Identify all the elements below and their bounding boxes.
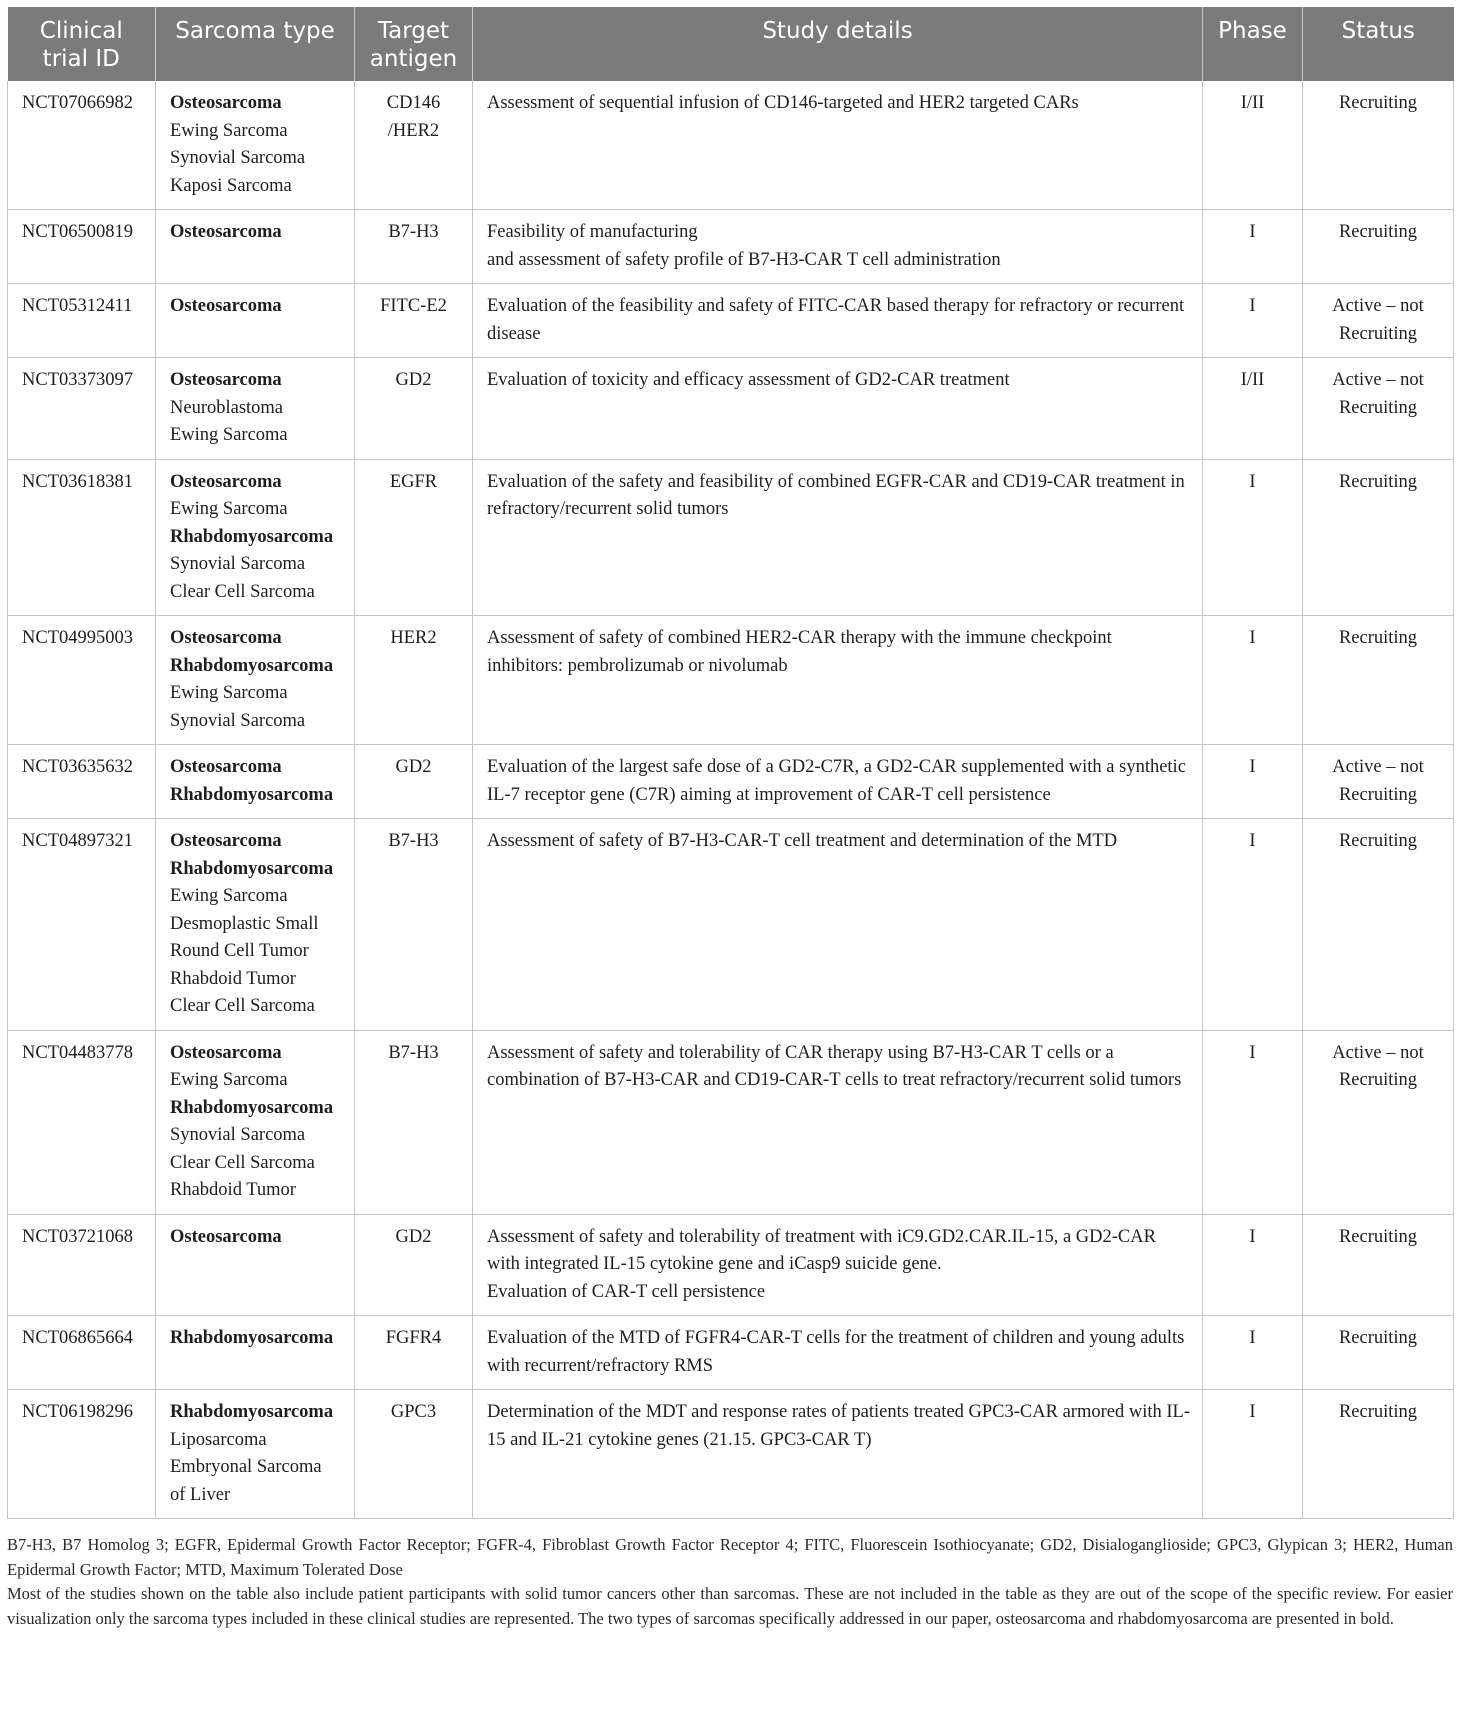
study-details-cell — [473, 616, 1203, 745]
sarcoma-type-cell — [156, 1030, 355, 1214]
abbreviations-note: B7-H3, B7 Homolog 3; EGFR, Epidermal Growth Factor Receptor; FGFR-4, Fibroblast Growth Factor Receptor 4; FITC, Fluorescein Isothiocyanate; GD2, Disialoganglioside; GPC3, Glypican 3; HER2, Human Epidermal Growth Factor; MTD, Maximum Tolerated Dose — [7, 1535, 1453, 1579]
phase-cell: I — [1203, 210, 1303, 284]
sarcoma-type-item: Osteosarcoma — [170, 471, 282, 492]
sarcoma-type-item: Rhabdomyosarcoma — [170, 1402, 334, 1422]
header-trial-id-line: Clinical — [39, 18, 123, 44]
study-details-paragraph: and assessment of safety profile of B7-H3-CAR T cell administration — [487, 249, 1001, 270]
sarcoma-type-item: Rhabdoid Tumor — [170, 968, 296, 989]
trial-id-cell: NCT03635632 — [8, 745, 156, 819]
phase-cell: I — [1203, 745, 1303, 819]
target-antigen-line: B7-H3 — [388, 222, 439, 242]
target-antigen-line: GD2 — [395, 370, 432, 390]
table-body — [8, 81, 1454, 1519]
study-details-cell — [473, 459, 1203, 616]
target-antigen-cell — [355, 459, 473, 616]
phase-cell: I — [1203, 1030, 1303, 1214]
sarcoma-type-item: Synovial Sarcoma — [170, 1125, 306, 1145]
target-antigen-line: GPC3 — [390, 1402, 437, 1422]
sarcoma-type-item: Rhabdoid Tumor — [170, 1180, 296, 1200]
sarcoma-type-item: Ewing Sarcoma — [170, 425, 288, 445]
status-line: Recruiting — [1338, 397, 1418, 418]
status-cell — [1303, 210, 1454, 284]
trial-id-cell: NCT07066982 — [8, 81, 156, 210]
status-line: Recruiting — [1338, 784, 1418, 805]
status-cell — [1303, 1214, 1454, 1316]
target-antigen-line: FGFR4 — [385, 1328, 442, 1348]
sarcoma-type-item: Kaposi Sarcoma — [170, 175, 292, 196]
status-line: Recruiting — [1338, 222, 1418, 242]
sarcoma-type-item: Osteosarcoma — [170, 370, 282, 390]
study-details-cell — [473, 1390, 1203, 1519]
study-details-paragraph: Evaluation of the safety and feasibility of combined EGFR-CAR and CD19-CAR treatment in refractory/recurrent solid tumors — [487, 471, 1185, 519]
table-row — [8, 210, 1454, 284]
status-cell — [1303, 1390, 1454, 1519]
sarcoma-type-item: of Liver — [170, 1484, 231, 1505]
study-details-paragraph: Assessment of safety of B7-H3-CAR-T cell treatment and determination of the MTD — [487, 831, 1118, 851]
table-row — [8, 81, 1454, 210]
sarcoma-type-cell — [156, 819, 355, 1031]
sarcoma-type-cell — [156, 1214, 355, 1316]
study-details-cell — [473, 1030, 1203, 1214]
study-details-paragraph: Assessment of safety and tolerability of CAR therapy using B7-H3-CAR T cells or a combination of B7-H3-CAR and CD19-CAR-T cells to treat refractory/recurrent solid tumors — [487, 1042, 1182, 1090]
table-row — [8, 358, 1454, 460]
sarcoma-type-item: Synovial Sarcoma — [170, 554, 306, 574]
header-trial-id-line: trial ID — [42, 46, 120, 72]
sarcoma-type-cell — [156, 358, 355, 460]
status-cell — [1303, 284, 1454, 358]
header-sarcoma-type: Sarcoma type — [156, 7, 355, 81]
sarcoma-type-item: Neuroblastoma — [170, 397, 284, 418]
status-line: Recruiting — [1338, 628, 1418, 648]
header-study-details: Study details — [473, 7, 1203, 81]
study-details-cell — [473, 819, 1203, 1031]
sarcoma-type-cell — [156, 616, 355, 745]
trial-id-cell: NCT03618381 — [8, 459, 156, 616]
sarcoma-type-item: Rhabdomyosarcoma — [170, 1328, 334, 1348]
sarcoma-type-item: Rhabdomyosarcoma — [170, 655, 334, 676]
table-row — [8, 745, 1454, 819]
sarcoma-type-item: Round Cell Tumor — [170, 941, 309, 961]
target-antigen-cell — [355, 1214, 473, 1316]
status-line: Recruiting — [1338, 471, 1418, 492]
study-details-paragraph: Evaluation of CAR-T cell persistence — [487, 1281, 766, 1302]
phase-cell: I — [1203, 616, 1303, 745]
study-details-paragraph: Assessment of safety and tolerability of treatment with iC9.GD2.CAR.IL-15, a GD2-CAR with integrated IL-15 cytokine gene and iCasp9 suicide gene. — [487, 1226, 1156, 1274]
study-details-cell — [473, 81, 1203, 210]
trial-id-cell: NCT04897321 — [8, 819, 156, 1031]
trial-id-cell: NCT06500819 — [8, 210, 156, 284]
sarcoma-type-item: Rhabdomyosarcoma — [170, 526, 334, 547]
status-line: Recruiting — [1338, 831, 1418, 851]
target-antigen-cell — [355, 284, 473, 358]
phase-cell: I — [1203, 1390, 1303, 1519]
study-details-paragraph: Assessment of safety of combined HER2-CAR therapy with the immune checkpoint inhibitors: pembrolizumab or nivolumab — [487, 628, 1112, 676]
trial-id-cell: NCT03373097 — [8, 358, 156, 460]
trial-id-cell: NCT05312411 — [8, 284, 156, 358]
status-cell — [1303, 819, 1454, 1031]
status-cell — [1303, 81, 1454, 210]
sarcoma-type-item: Ewing Sarcoma — [170, 886, 288, 906]
sarcoma-type-item: Clear Cell Sarcoma — [170, 581, 315, 602]
sarcoma-type-item: Ewing Sarcoma — [170, 499, 288, 519]
sarcoma-type-item: Osteosarcoma — [170, 831, 282, 851]
study-details-cell — [473, 1316, 1203, 1390]
target-antigen-line: CD146 — [386, 93, 441, 113]
header-status: Status — [1303, 7, 1454, 81]
sarcoma-type-item: Synovial Sarcoma — [170, 710, 306, 731]
sarcoma-type-item: Desmoplastic Small — [170, 913, 319, 934]
table-row — [8, 1316, 1454, 1390]
trial-id-cell: NCT04483778 — [8, 1030, 156, 1214]
status-line: Recruiting — [1338, 1328, 1418, 1348]
trial-id-cell: NCT06198296 — [8, 1390, 156, 1519]
phase-cell: I — [1203, 459, 1303, 616]
sarcoma-type-item: Osteosarcoma — [170, 1226, 282, 1247]
target-antigen-line: B7-H3 — [388, 1042, 439, 1063]
sarcoma-type-item: Embryonal Sarcoma — [170, 1457, 322, 1477]
clinical-trials-table — [7, 7, 1454, 1519]
target-antigen-line: HER2 — [390, 628, 437, 648]
study-details-paragraph: Evaluation of the feasibility and safety of FITC-CAR based therapy for refractory or recurrent disease — [487, 296, 1185, 344]
status-line: Active – not — [1332, 296, 1424, 316]
phase-cell: I/II — [1203, 358, 1303, 460]
phase-cell: I — [1203, 1214, 1303, 1316]
sarcoma-type-item: Clear Cell Sarcoma — [170, 996, 315, 1016]
status-cell — [1303, 358, 1454, 460]
target-antigen-cell — [355, 81, 473, 210]
header-trial-id — [8, 7, 156, 81]
scope-note: Most of the studies shown on the table also include patient participants with solid tumor cancers other than sarcomas. These are not included in the table as they are out of the scope of the specific review. For easier visualization only the sarcoma types included in these clinical studies are represented. The two types of sarcomas specifically addressed in our paper, osteosarcoma and rhabdomyosarcoma are presented in bold. — [7, 1584, 1453, 1628]
table-row — [8, 1390, 1454, 1519]
phase-cell: I — [1203, 819, 1303, 1031]
target-antigen-cell — [355, 1316, 473, 1390]
clinical-trials-table-container — [7, 7, 1453, 1631]
target-antigen-line: FITC-E2 — [380, 296, 447, 316]
sarcoma-type-item: Osteosarcoma — [170, 1042, 282, 1063]
study-details-paragraph: Feasibility of manufacturing — [487, 222, 698, 242]
status-line: Recruiting — [1338, 93, 1418, 113]
study-details-cell — [473, 210, 1203, 284]
status-cell — [1303, 616, 1454, 745]
header-phase: Phase — [1203, 7, 1303, 81]
sarcoma-type-item: Osteosarcoma — [170, 628, 282, 648]
sarcoma-type-item: Ewing Sarcoma — [170, 120, 288, 141]
target-antigen-cell — [355, 1390, 473, 1519]
sarcoma-type-cell — [156, 81, 355, 210]
sarcoma-type-item: Rhabdomyosarcoma — [170, 1097, 334, 1118]
status-cell — [1303, 745, 1454, 819]
sarcoma-type-cell — [156, 210, 355, 284]
status-line: Recruiting — [1338, 1402, 1418, 1422]
status-line: Recruiting — [1338, 323, 1418, 344]
table-row — [8, 616, 1454, 745]
table-row — [8, 1214, 1454, 1316]
target-antigen-line: EGFR — [389, 471, 438, 492]
sarcoma-type-item: Rhabdomyosarcoma — [170, 858, 334, 879]
target-antigen-cell — [355, 819, 473, 1031]
target-antigen-cell — [355, 210, 473, 284]
phase-cell: I — [1203, 1316, 1303, 1390]
sarcoma-type-cell — [156, 1390, 355, 1519]
target-antigen-line: B7-H3 — [388, 831, 439, 851]
sarcoma-type-item: Ewing Sarcoma — [170, 683, 288, 703]
status-line: Active – not — [1332, 370, 1424, 390]
table-footnotes — [7, 1533, 1453, 1631]
study-details-paragraph: Evaluation of the MTD of FGFR4-CAR-T cells for the treatment of children and young adults with recurrent/refractory RMS — [487, 1328, 1185, 1376]
sarcoma-type-cell — [156, 745, 355, 819]
status-line: Active – not — [1332, 757, 1424, 777]
target-antigen-cell — [355, 616, 473, 745]
study-details-paragraph: Assessment of sequential infusion of CD146-targeted and HER2 targeted CARs — [487, 93, 1079, 113]
table-row — [8, 459, 1454, 616]
sarcoma-type-item: Ewing Sarcoma — [170, 1070, 288, 1090]
trial-id-cell: NCT04995003 — [8, 616, 156, 745]
table-header-row — [8, 7, 1454, 81]
sarcoma-type-item: Synovial Sarcoma — [170, 148, 306, 168]
status-cell — [1303, 459, 1454, 616]
target-antigen-cell — [355, 358, 473, 460]
phase-cell: I — [1203, 284, 1303, 358]
sarcoma-type-item: Clear Cell Sarcoma — [170, 1152, 315, 1173]
sarcoma-type-cell — [156, 459, 355, 616]
status-line: Recruiting — [1338, 1226, 1418, 1247]
phase-cell: I/II — [1203, 81, 1303, 210]
header-target-antigen-line: antigen — [369, 46, 458, 72]
study-details-cell — [473, 358, 1203, 460]
table-row — [8, 284, 1454, 358]
table-row — [8, 1030, 1454, 1214]
study-details-cell — [473, 745, 1203, 819]
table-row — [8, 819, 1454, 1031]
sarcoma-type-item: Liposarcoma — [170, 1429, 267, 1450]
status-line: Active – not — [1332, 1042, 1424, 1063]
sarcoma-type-item: Osteosarcoma — [170, 757, 282, 777]
study-details-paragraph: Determination of the MDT and response rates of patients treated GPC3-CAR armored with IL-15 and IL-21 cytokine genes (21.15. GPC3-CAR T) — [487, 1402, 1190, 1450]
header-target-antigen-line: Target — [377, 18, 450, 44]
sarcoma-type-cell — [156, 284, 355, 358]
target-antigen-cell — [355, 1030, 473, 1214]
target-antigen-line: GD2 — [395, 1226, 432, 1247]
target-antigen-line: GD2 — [395, 757, 432, 777]
sarcoma-type-item: Osteosarcoma — [170, 93, 282, 113]
status-cell — [1303, 1316, 1454, 1390]
study-details-paragraph: Evaluation of toxicity and efficacy assessment of GD2-CAR treatment — [487, 370, 1010, 390]
target-antigen-line: /HER2 — [387, 120, 440, 141]
status-line: Recruiting — [1338, 1070, 1418, 1090]
header-target-antigen — [355, 7, 473, 81]
study-details-cell — [473, 1214, 1203, 1316]
sarcoma-type-item: Rhabdomyosarcoma — [170, 784, 334, 805]
sarcoma-type-item: Osteosarcoma — [170, 222, 282, 242]
study-details-paragraph: Evaluation of the largest safe dose of a GD2-C7R, a GD2-CAR supplemented with a synthetic IL-7 receptor gene (C7R) aiming at improvement of CAR-T cell persistence — [487, 757, 1186, 805]
trial-id-cell: NCT03721068 — [8, 1214, 156, 1316]
trial-id-cell: NCT06865664 — [8, 1316, 156, 1390]
sarcoma-type-cell — [156, 1316, 355, 1390]
sarcoma-type-item: Osteosarcoma — [170, 296, 282, 316]
study-details-cell — [473, 284, 1203, 358]
target-antigen-cell — [355, 745, 473, 819]
status-cell — [1303, 1030, 1454, 1214]
